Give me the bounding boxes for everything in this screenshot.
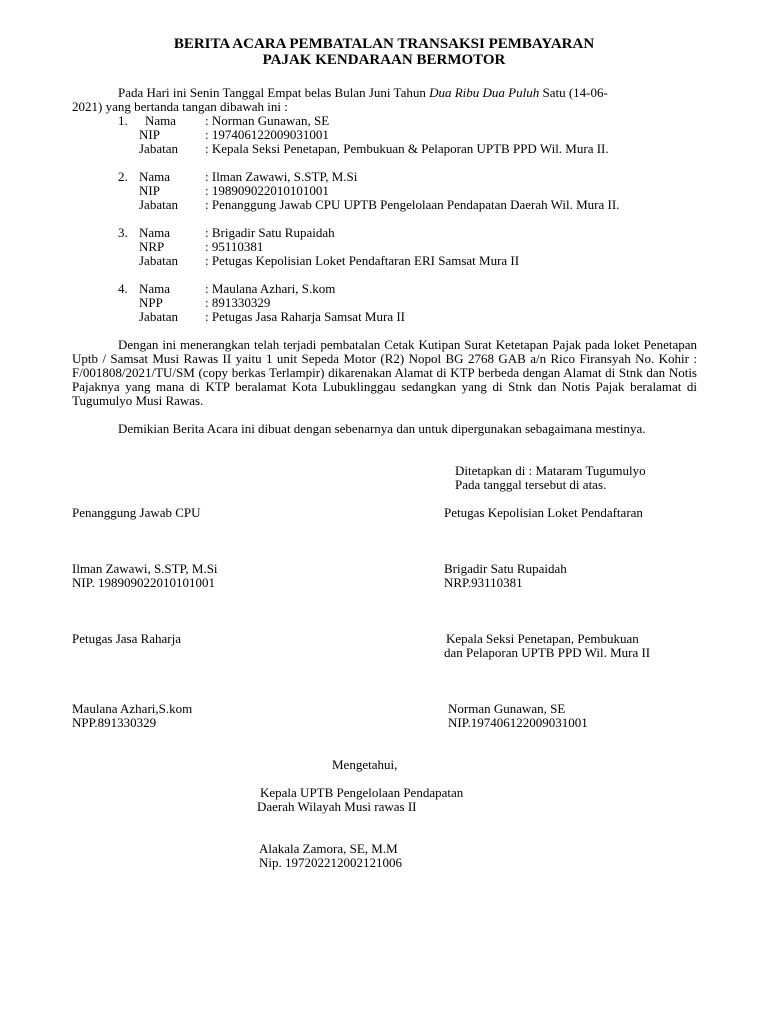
body-paragraph: [72, 338, 697, 408]
person-2-position-label: Jabatan: [139, 197, 178, 212]
person-3-id-value: : 95110381: [205, 239, 264, 254]
head-id: Nip. 197202212002121006: [259, 855, 402, 870]
signer-right2-role-line2: dan Pelaporan UPTB PPD Wil. Mura II: [444, 645, 651, 660]
person-2-number: 2.: [118, 169, 128, 184]
body-paragraph-text: Dengan ini menerangkan telah terjadi pembatalan Cetak Kutipan Surat Ketetapan Pajak pada loket Penetapan Uptb / Samsat Musi Rawas II yaitu 1 unit Sepeda Motor (R2) Nopol BG 2768 GAB a/n Rico Firansyah No. Kohir : F/001808/2021/TU/SM (copy berkas Terlampir) dikarenakan Alamat di KTP berbeda dengan Alamat di Stnk dan Notis Pajaknya yang mana di KTP beralamat Kota Lubuklinggau sedangkan yang di Stnk dan Notis Pajak beralamat di Tugumulyo Musi Rawas.: [72, 337, 697, 408]
signer-right1-name: Brigadir Satu Rupaidah: [444, 561, 567, 576]
document-title-line2: PAJAK KENDARAAN BERMOTOR: [262, 52, 506, 68]
person-3-id-label: NRP: [139, 239, 165, 254]
place-line: Ditetapkan di : Mataram Tugumulyo: [455, 463, 646, 478]
signer-left2-name: Maulana Azhari,S.kom: [72, 701, 193, 716]
person-1-name-value: : Norman Gunawan, SE: [205, 113, 330, 128]
person-1-id-value: : 197406122009031001: [205, 127, 329, 142]
person-3-number: 3.: [118, 225, 128, 240]
person-1-id-label: NIP: [139, 127, 160, 142]
intro-text-tail: Satu (14-06-: [539, 85, 608, 100]
signer-left2-id: NPP.891330329: [72, 715, 157, 730]
document-title-line1: BERITA ACARA PEMBATALAN TRANSAKSI PEMBAYARAN: [173, 36, 595, 52]
intro-line1: [118, 86, 608, 100]
person-3-name-label: Nama: [139, 225, 171, 240]
person-1-name-label: Nama: [145, 113, 177, 128]
signer-left1-id: NIP. 198909022010101001: [72, 575, 216, 590]
signer-left1-role: Penanggung Jawab CPU: [72, 505, 201, 520]
signer-right2-role-line1: Kepala Seksi Penetapan, Pembukuan: [446, 631, 639, 646]
person-4-number: 4.: [118, 281, 128, 296]
person-3-name-value: : Brigadir Satu Rupaidah: [205, 225, 335, 240]
person-4-id-label: NPP: [139, 295, 163, 310]
date-line: Pada tanggal tersebut di atas.: [455, 477, 607, 492]
signer-left2-role: Petugas Jasa Raharja: [72, 631, 182, 646]
person-4-name-label: Nama: [139, 281, 171, 296]
person-2-name-value: : Ilman Zawawi, S.STP, M.Si: [205, 169, 358, 184]
signer-right2-id: NIP.197406122009031001: [448, 715, 588, 730]
person-2-id-value: : 198909022010101001: [205, 183, 329, 198]
person-4-position-label: Jabatan: [139, 309, 178, 324]
person-1-position-value: : Kepala Seksi Penetapan, Pembukuan & Pelaporan UPTB PPD Wil. Mura II.: [205, 141, 609, 156]
head-name: Alakala Zamora, SE, M.M: [259, 841, 398, 856]
signer-right1-role: Petugas Kepolisian Loket Pendaftaran: [444, 505, 643, 520]
person-4-id-value: : 891330329: [205, 295, 271, 310]
person-4-position-value: : Petugas Jasa Raharja Samsat Mura II: [205, 309, 406, 324]
person-1-number: 1.: [118, 113, 128, 128]
acknowledged-label: Mengetahui,: [332, 757, 398, 772]
intro-italic-year: Dua Ribu Dua Puluh: [429, 85, 540, 100]
signer-right2-name: Norman Gunawan, SE: [448, 701, 566, 716]
closing-paragraph: [72, 422, 697, 436]
intro-line2: 2021) yang bertanda tangan dibawah ini :: [72, 99, 288, 114]
head-role-line1: Kepala UPTB Pengelolaan Pendapatan: [260, 785, 464, 800]
intro-text: Pada Hari ini Senin Tanggal Empat belas Bulan Juni Tahun: [118, 85, 430, 100]
head-role-line2: Daerah Wilayah Musi rawas II: [257, 799, 417, 814]
person-3-position-value: : Petugas Kepolisian Loket Pendaftaran ERI Samsat Mura II: [205, 253, 520, 268]
signer-right1-id: NRP.93110381: [444, 575, 523, 590]
person-2-position-value: : Penanggung Jawab CPU UPTB Pengelolaan Pendapatan Daerah Wil. Mura II.: [205, 197, 620, 212]
person-2-name-label: Nama: [139, 169, 171, 184]
person-2-id-label: NIP: [139, 183, 160, 198]
person-3-position-label: Jabatan: [139, 253, 178, 268]
closing-paragraph-text: Demikian Berita Acara ini dibuat dengan sebenarnya dan untuk dipergunakan sebagaimana mestinya.: [118, 421, 646, 436]
person-1-position-label: Jabatan: [139, 141, 178, 156]
person-4-name-value: : Maulana Azhari, S.kom: [205, 281, 336, 296]
signer-left1-name: Ilman Zawawi, S.STP, M.Si: [72, 561, 218, 576]
